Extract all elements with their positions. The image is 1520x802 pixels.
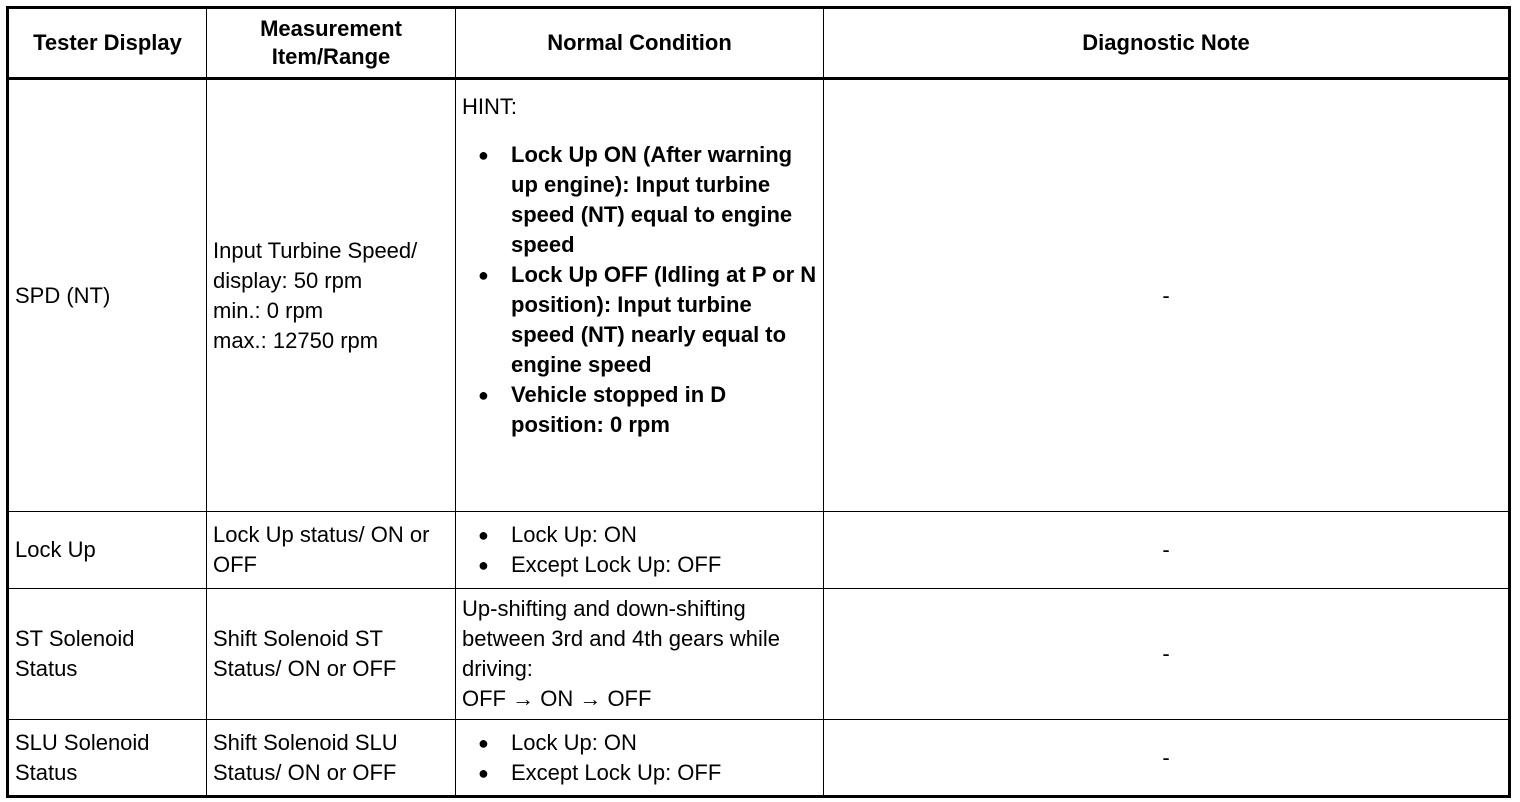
table-row bbox=[8, 589, 1510, 720]
cell-tester-display: SLU Solenoid Status bbox=[8, 720, 207, 797]
header-tester-display: Tester Display bbox=[8, 8, 207, 79]
hint-label: HINT: bbox=[462, 94, 517, 119]
cell-measurement bbox=[207, 79, 456, 512]
list-item: ● Except Lock Up: OFF bbox=[462, 758, 817, 788]
cell-normal-condition bbox=[456, 720, 824, 797]
measurement-line: max.: 12750 rpm bbox=[213, 327, 379, 353]
cell-diagnostic-note: - bbox=[824, 512, 1510, 589]
cell-tester-display: SPD (NT) bbox=[8, 79, 207, 512]
normal-condition-list bbox=[462, 520, 817, 580]
cell-tester-display: Lock Up bbox=[8, 512, 207, 589]
list-item: ● Lock Up: ON bbox=[462, 520, 817, 550]
table-row bbox=[8, 79, 1510, 512]
list-item: ● Vehicle stopped in D position: 0 rpm bbox=[462, 380, 817, 440]
header-diagnostic-note: Diagnostic Note bbox=[824, 8, 1510, 79]
normal-condition-list bbox=[462, 728, 817, 788]
cell-tester-display: ST Solenoid Status bbox=[8, 589, 207, 720]
table-row bbox=[8, 512, 1510, 589]
normal-condition-list bbox=[462, 140, 817, 440]
measurement-line: display: 50 rpm bbox=[213, 267, 363, 293]
cell-measurement: Shift Solenoid SLU Status/ ON or OFF bbox=[207, 720, 456, 797]
normal-condition-text: Up-shifting and down-shifting between 3rd and 4th gears while driving: bbox=[462, 596, 780, 681]
diagnostic-data-table bbox=[6, 6, 1511, 798]
measurement-line: min.: 0 rpm bbox=[213, 297, 324, 323]
cell-normal-condition bbox=[456, 589, 824, 720]
list-item: ● Except Lock Up: OFF bbox=[462, 550, 817, 580]
table-header-row bbox=[8, 8, 1510, 79]
list-item: ● Lock Up ON (After warning up engine): Input turbine speed (NT) equal to engine speed bbox=[462, 140, 817, 260]
measurement-line: Input Turbine Speed/ bbox=[213, 237, 418, 263]
cell-normal-condition bbox=[456, 512, 824, 589]
cell-diagnostic-note: - bbox=[824, 720, 1510, 797]
cell-diagnostic-note: - bbox=[824, 79, 1510, 512]
list-item: ● Lock Up OFF (Idling at P or N position): Input turbine speed (NT) nearly equal to engine speed bbox=[462, 260, 817, 380]
cell-normal-condition bbox=[456, 79, 824, 512]
normal-condition-sequence: OFF → ON → OFF bbox=[462, 686, 652, 711]
header-measurement: Measurement Item/Range bbox=[207, 8, 456, 79]
cell-measurement: Lock Up status/ ON or OFF bbox=[207, 512, 456, 589]
header-normal-condition: Normal Condition bbox=[456, 8, 824, 79]
cell-measurement: Shift Solenoid ST Status/ ON or OFF bbox=[207, 589, 456, 720]
table-row bbox=[8, 720, 1510, 797]
list-item: ● Lock Up: ON bbox=[462, 728, 817, 758]
cell-diagnostic-note: - bbox=[824, 589, 1510, 720]
